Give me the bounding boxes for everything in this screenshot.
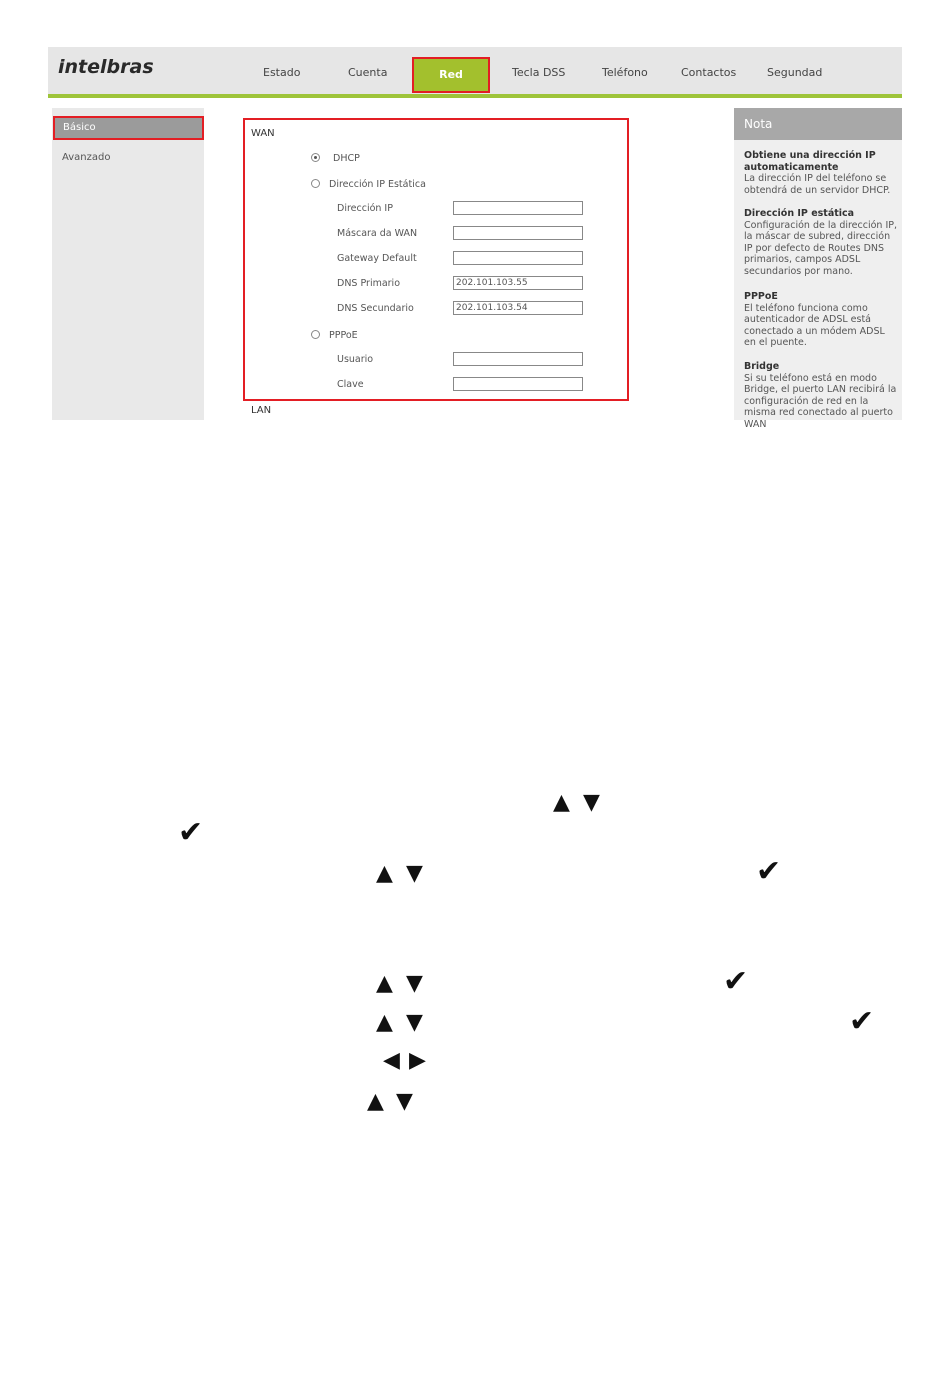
gateway-label: Gateway Default bbox=[337, 253, 417, 264]
user-input[interactable] bbox=[453, 352, 583, 366]
dns-primary-label: DNS Primario bbox=[337, 278, 401, 289]
arrow-right-icon: ▶ bbox=[409, 1048, 426, 1073]
tab-cuenta[interactable]: Cuenta bbox=[348, 66, 388, 79]
check-icon: ✔ bbox=[756, 854, 782, 889]
dns-primary-input[interactable] bbox=[453, 276, 583, 290]
pppoe-label: PPPoE bbox=[329, 330, 358, 341]
arrow-down-icon: ▼ bbox=[406, 861, 423, 886]
arrow-up-icon: ▲ bbox=[376, 861, 393, 886]
arrow-down-icon: ▼ bbox=[406, 1010, 423, 1035]
pppoe-radio[interactable] bbox=[311, 330, 320, 339]
dns-secondary-label: DNS Secundario bbox=[337, 303, 414, 314]
arrow-up-icon: ▲ bbox=[367, 1089, 384, 1114]
header-accent-line bbox=[48, 94, 902, 98]
dns-secondary-input[interactable] bbox=[453, 301, 583, 315]
arrow-up-icon: ▲ bbox=[553, 790, 570, 815]
tab-telefono[interactable]: Teléfono bbox=[602, 66, 648, 79]
ip-address-input[interactable] bbox=[453, 201, 583, 215]
arrow-down-icon: ▼ bbox=[396, 1089, 413, 1114]
note-block-title: Dirección IP estática bbox=[744, 208, 855, 219]
arrow-left-icon: ◀ bbox=[383, 1048, 400, 1073]
check-icon: ✔ bbox=[723, 964, 749, 999]
tab-seguridad[interactable]: Segundad bbox=[767, 66, 823, 79]
arrow-down-icon: ▼ bbox=[406, 971, 423, 996]
note-title: Nota bbox=[734, 108, 902, 140]
note-block-dhcp bbox=[744, 150, 898, 196]
tab-red[interactable]: Red bbox=[412, 57, 490, 93]
note-block-pppoe bbox=[744, 291, 898, 349]
note-block-text: El teléfono funciona como autenticador de ADSL está conectado a un módem ADSL en el puente. bbox=[744, 302, 885, 348]
wan-mask-label: Máscara da WAN bbox=[337, 228, 418, 239]
sidebar-item-avanzado[interactable]: Avanzado bbox=[62, 152, 111, 163]
check-icon: ✔ bbox=[178, 815, 204, 850]
dhcp-label: DHCP bbox=[333, 153, 360, 164]
ip-address-label: Dirección IP bbox=[337, 203, 393, 214]
password-input[interactable] bbox=[453, 377, 583, 391]
tab-contactos[interactable]: Contactos bbox=[681, 66, 737, 79]
static-ip-label: Dirección IP Estática bbox=[329, 179, 426, 190]
note-block-title: Bridge bbox=[744, 361, 780, 372]
static-ip-radio[interactable] bbox=[311, 179, 320, 188]
arrow-down-icon: ▼ bbox=[583, 790, 600, 815]
intelbras-logo: intelbras bbox=[58, 56, 154, 78]
note-block-text: La dirección IP del teléfono se obtendrá de un servidor DHCP. bbox=[744, 173, 891, 196]
arrow-up-icon: ▲ bbox=[376, 971, 393, 996]
tab-estado[interactable]: Estado bbox=[263, 66, 301, 79]
note-block-title: PPPoE bbox=[744, 291, 778, 302]
wan-section-title: WAN bbox=[251, 128, 275, 139]
user-label: Usuario bbox=[337, 354, 374, 365]
dhcp-radio[interactable] bbox=[311, 153, 320, 162]
note-block-bridge bbox=[744, 361, 898, 430]
lan-section-title: LAN bbox=[251, 405, 272, 416]
note-block-title: Obtiene una dirección IP automaticamente bbox=[744, 150, 876, 173]
note-block-text: Si su teléfono está en modo Bridge, el puerto LAN recibirá la configuración de red en la misma red conectado al puerto WAN bbox=[744, 372, 897, 430]
tab-tecla-dss[interactable]: Tecla DSS bbox=[512, 66, 566, 79]
check-icon: ✔ bbox=[849, 1004, 875, 1039]
note-block-static bbox=[744, 208, 898, 277]
password-label: Clave bbox=[337, 379, 364, 390]
arrow-up-icon: ▲ bbox=[376, 1010, 393, 1035]
sidebar-item-basico[interactable]: Básico bbox=[53, 116, 204, 140]
wan-mask-input[interactable] bbox=[453, 226, 583, 240]
gateway-input[interactable] bbox=[453, 251, 583, 265]
note-block-text: Configuración de la dirección IP, la máscar de subred, dirección IP por defecto de Routes DNS primarios, campos ADSL secundarios por mano. bbox=[744, 219, 898, 277]
